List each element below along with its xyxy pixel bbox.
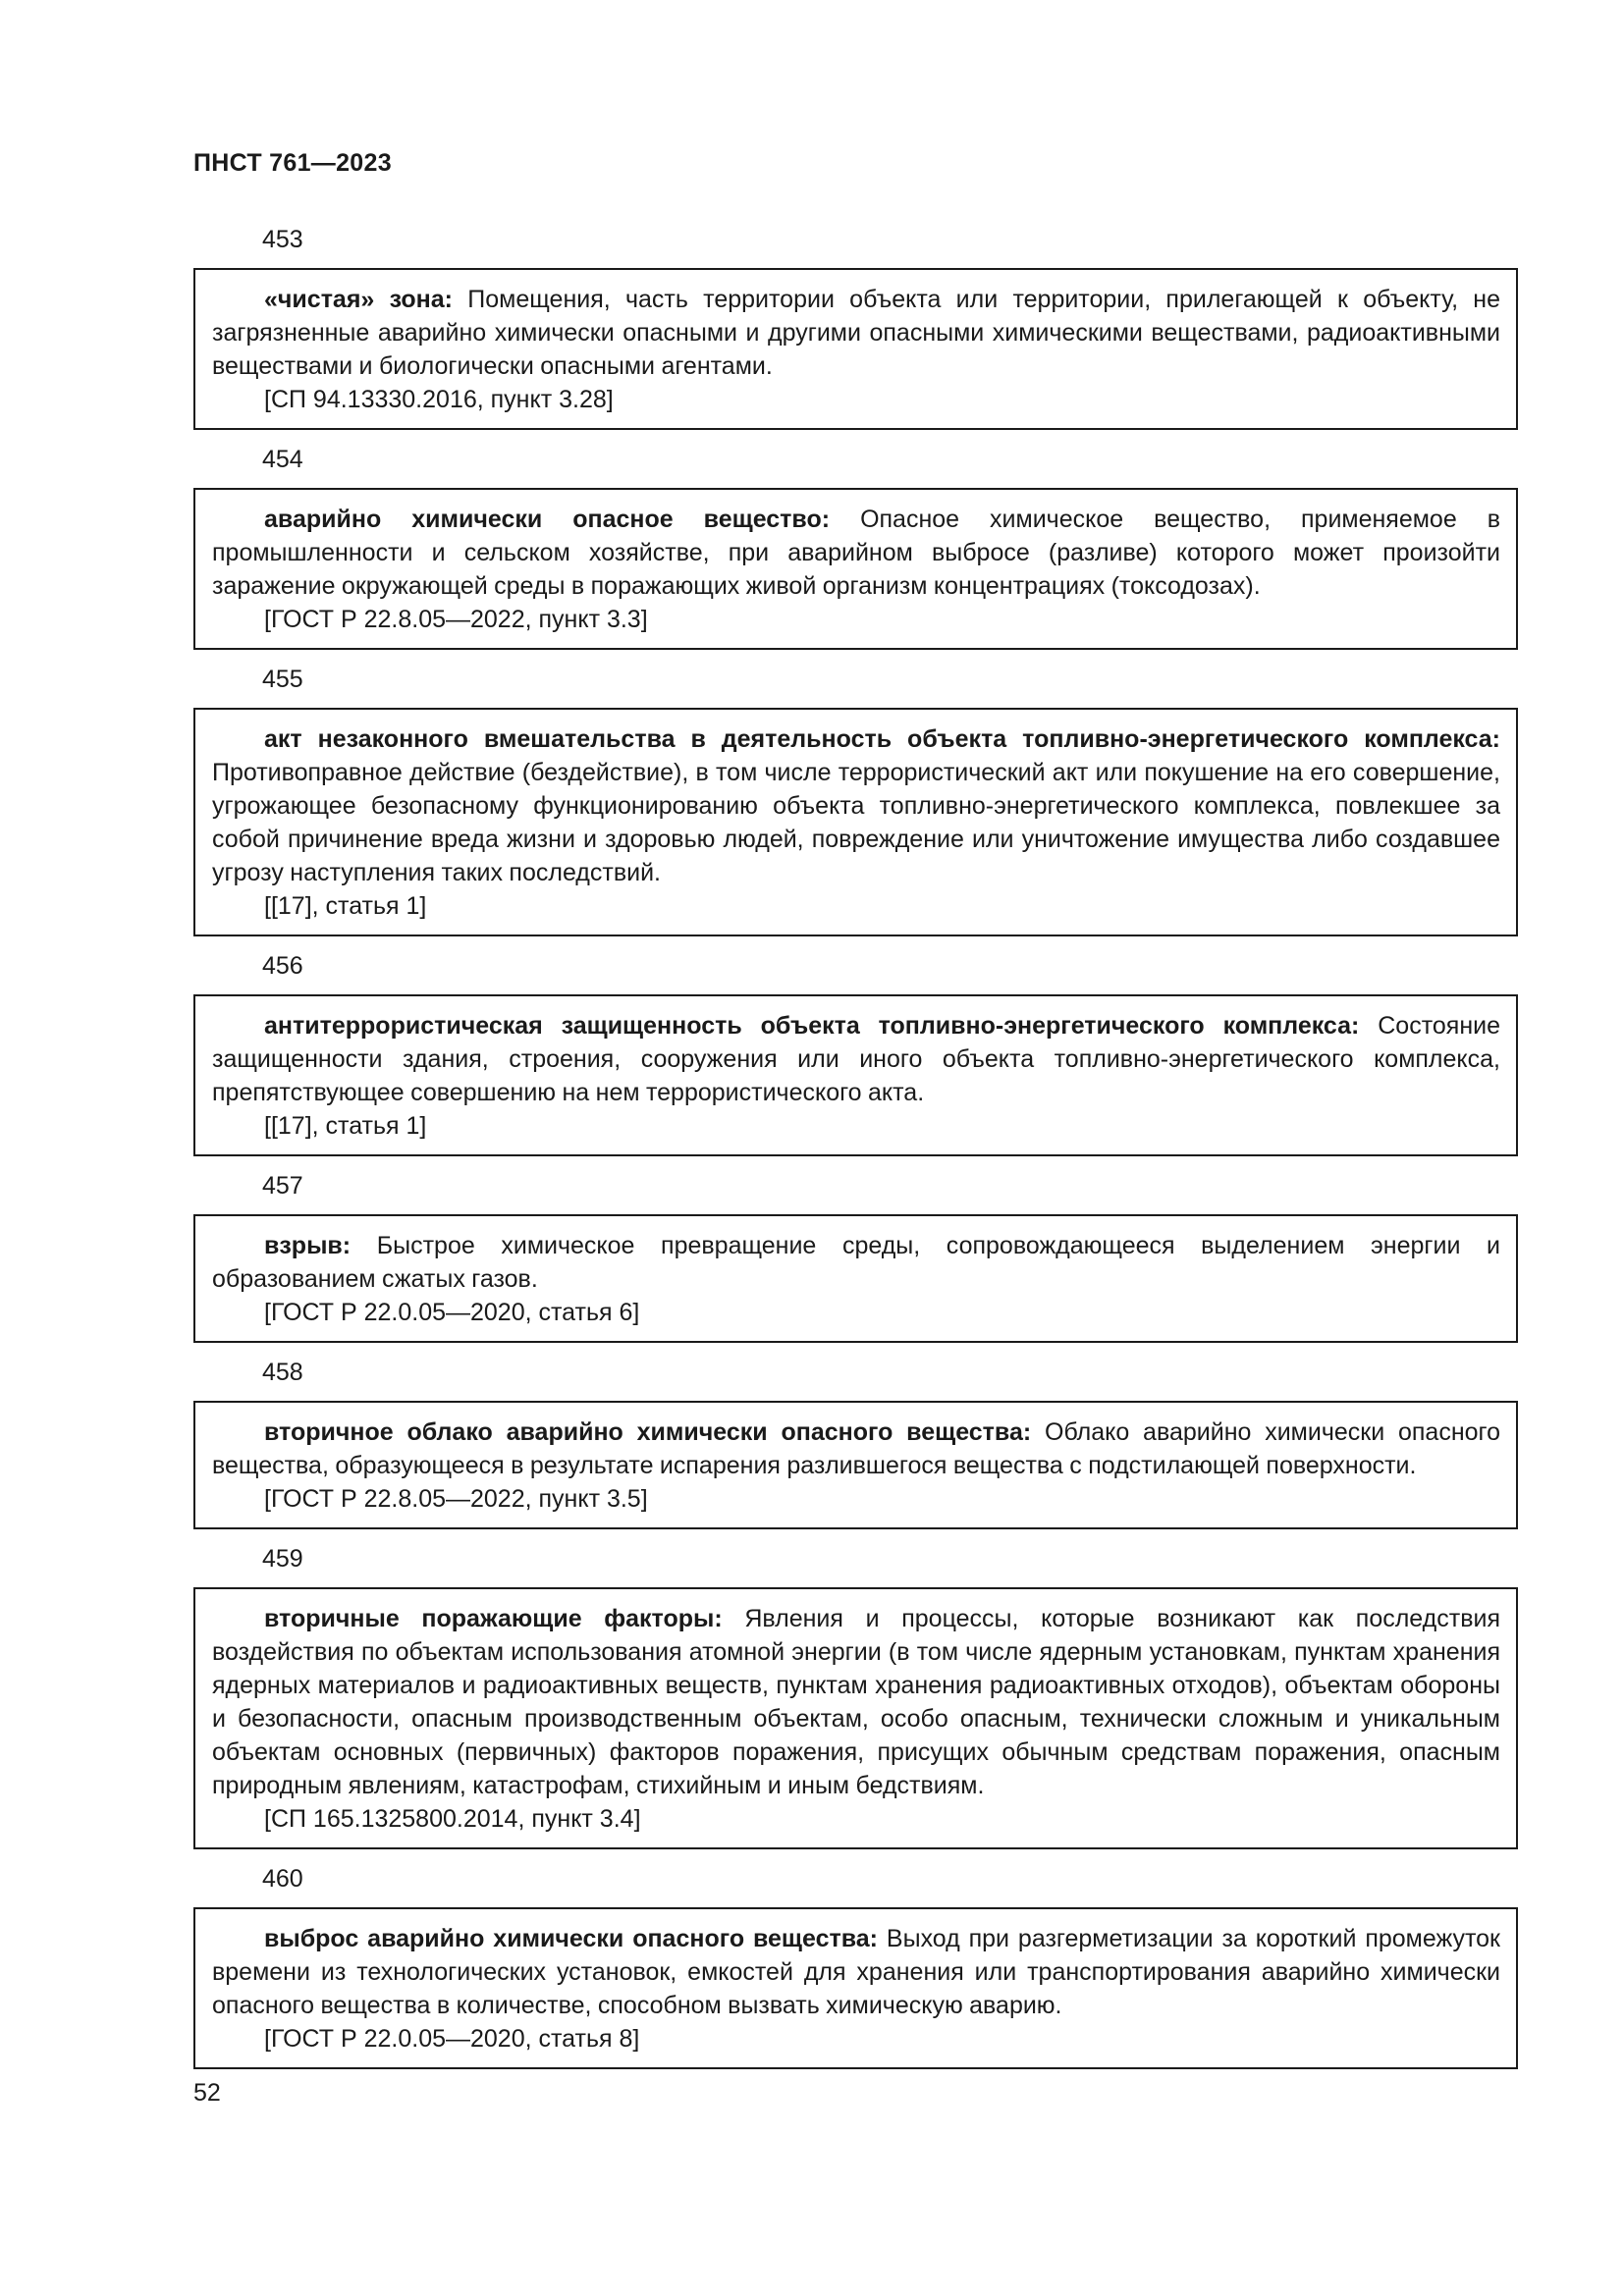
entry-term: вторичные поражающие факторы:: [264, 1605, 723, 1632]
entry-definition: Состояние защищенности здания, строения, сооружения или иного объекта топливно-энергетического комплекса, препятствующее совершению на нем террористического акта.: [212, 1012, 1500, 1106]
term-entry: [193, 664, 1518, 936]
entry-box: [193, 994, 1518, 1156]
entry-source: [[17], статья 1]: [264, 892, 427, 920]
term-entry: [193, 1170, 1518, 1343]
entry-box: [193, 708, 1518, 936]
entry-source: [СП 165.1325800.2014, пункт 3.4]: [264, 1805, 641, 1833]
entry-box: [193, 1907, 1518, 2069]
entry-definition: Опасное химическое вещество, применяемое в промышленности и сельском хозяйстве, при аварийном выбросе (разливе) которого может произойти заражение окружающей среды в поражающих живой организм концентрациях (токсодозах).: [212, 506, 1501, 600]
entry-term: выброс аварийно химически опасного вещества:: [264, 1925, 879, 1952]
entry-box: [193, 268, 1518, 430]
entry-definition: Выход при разгерметизации за короткий промежуток времени из технологических установок, емкостей для хранения или транспортирования аварийно химически опасного вещества в количестве, способном вызвать химическую аварию.: [212, 1925, 1500, 2019]
entry-term: взрыв:: [264, 1232, 352, 1259]
entry-box: [193, 1214, 1518, 1343]
entry-text: [212, 1922, 1500, 2022]
entry-source: [[17], статья 1]: [264, 1112, 427, 1140]
entry-box: [193, 1401, 1518, 1529]
entry-box: [193, 488, 1518, 650]
term-entry: [193, 224, 1518, 430]
entry-source: [ГОСТ Р 22.8.05—2022, пункт 3.5]: [264, 1485, 648, 1513]
entry-source: [ГОСТ Р 22.0.05—2020, статья 6]: [264, 1299, 640, 1326]
entry-number: 455: [262, 666, 303, 693]
entry-definition: Быстрое химическое превращение среды, сопровождающееся выделением энергии и образованием сжатых газов.: [212, 1232, 1500, 1293]
entry-definition: Облако аварийно химически опасного вещества, образующееся в результате испарения разлившегося вещества с подстилающей поверхности.: [212, 1418, 1501, 1479]
term-entry: [193, 1543, 1518, 1849]
entry-definition: Противоправное действие (бездействие), в том числе террористический акт или покушение на его совершение, угрожающее безопасному функционированию объекта топливно-энергетического комплекса, повлекшее за собой причинение вреда жизни и здоровью людей, повреждение или уничтожение имущества либо создавшее угрозу наступления таких последствий.: [212, 759, 1500, 886]
entry-number: 457: [262, 1172, 303, 1200]
entry-number: 453: [262, 226, 303, 253]
entry-number: 456: [262, 952, 303, 980]
entry-number: 458: [262, 1359, 303, 1386]
entry-term: вторичное облако аварийно химически опасного вещества:: [264, 1418, 1032, 1446]
entry-source: [СП 94.13330.2016, пункт 3.28]: [264, 386, 614, 413]
entry-term: аварийно химически опасное вещество:: [264, 506, 831, 533]
entry-number: 454: [262, 446, 303, 473]
entry-definition: Помещения, часть территории объекта или территории, прилегающей к объекту, не загрязненные аварийно химически опасными и другими опасными химическими веществами, радиоактивными веществами и биологически опасными агентами.: [212, 286, 1500, 380]
entry-box: [193, 1587, 1518, 1849]
term-entries-list: [193, 224, 1518, 2083]
entry-term: «чистая» зона:: [264, 286, 454, 313]
entry-text: [212, 283, 1500, 383]
entry-text: [212, 1009, 1500, 1109]
term-entry: [193, 444, 1518, 650]
page-number: 52: [193, 2079, 221, 2107]
term-entry: [193, 1357, 1518, 1529]
term-entry: [193, 950, 1518, 1156]
entry-text: [212, 1229, 1500, 1296]
entry-term: акт незаконного вмешательства в деятельность объекта топливно-энергетического комплекса:: [264, 725, 1500, 753]
entry-text: [212, 722, 1500, 889]
entry-text: [212, 1415, 1500, 1482]
entry-number: 460: [262, 1865, 303, 1893]
document-code-header: ПНСТ 761—2023: [193, 149, 392, 177]
entry-definition: Явления и процессы, которые возникают как последствия воздействия по объектам использования атомной энергии (в том числе ядерным установкам, пунктам хранения ядерных материалов и радиоактивных веществ, пунктам хранения радиоактивных отходов), объектам обороны и безопасности, опасным производственным объектам, особо опасным, технически сложным и уникальным объектам основных (первичных) факторов поражения, присущих обычным средствам поражения, опасным природным явлениям, катастрофам, стихийным и иным бедствиям.: [212, 1605, 1500, 1799]
entry-source: [ГОСТ Р 22.0.05—2020, статья 8]: [264, 2025, 640, 2053]
entry-term: антитеррористическая защищенность объекта топливно-энергетического комплекса:: [264, 1012, 1360, 1040]
term-entry: [193, 1863, 1518, 2069]
entry-number: 459: [262, 1545, 303, 1573]
entry-source: [ГОСТ Р 22.8.05—2022, пункт 3.3]: [264, 606, 648, 633]
entry-text: [212, 1602, 1500, 1802]
entry-text: [212, 503, 1500, 603]
